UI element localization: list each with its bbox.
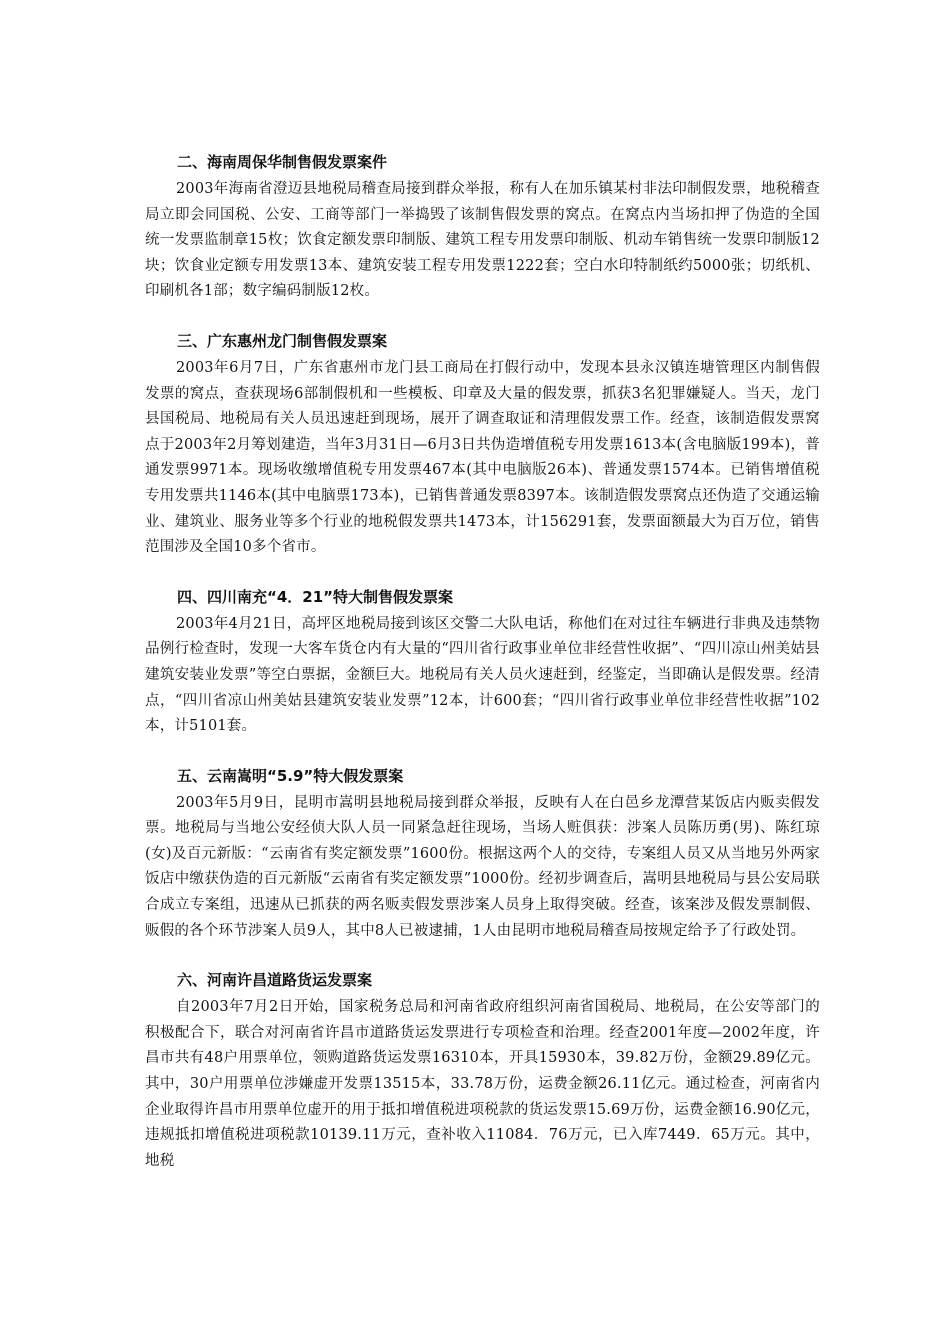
section-body: 2003年4月21日，高坪区地税局接到该区交警二大队电话，称他们在对过往车辆进行非典及违禁物品例行检查时，发现一大客车货仓内有大量的“四川省行政事业单位非经营性收据”、“四川凉山州美姑县建筑安装业发票”等空白票据，金额巨大。地税局有关人员火速赶到，经鉴定，当即确认是假发票。经清点，“四川省凉山州美姑县建筑安装业发票”12本，计600套；“四川省行政事业单位非经营性收据”102本，计5101套。 xyxy=(145,615,820,735)
case-section-yunnan xyxy=(145,764,820,945)
section-body: 自2003年7月2日开始，国家税务总局和河南省政府组织河南省国税局、地税局，在公安等部门的积极配合下，联合对河南省许昌市道路货运发票进行专项检查和治理。经查2001年度—2002年度，许昌市共有48户用票单位，领购道路货运发票16310本，开具15930本，39.82万份，金额29.89亿元。其中，30户用票单位涉嫌虚开发票13515本，33.78万份，运费金额26.11亿元。通过检查，河南省内企业取得许昌市用票单位虚开的用于抵扣增值税进项税款的货运发票15.69万份，运费金额16.90亿元，违规抵扣增值税进项税款10139.11万元，查补收入11084．76万元，已入库7449．65万元。其中，地税 xyxy=(145,999,820,1169)
case-section-guangdong xyxy=(145,329,820,561)
section-body: 2003年6月7日，广东省惠州市龙门县工商局在打假行动中，发现本县永汉镇连塘管理区内制售假发票的窝点，查获现场6部制假机和一些模板、印章及大量的假发票，抓获3名犯罪嫌疑人。当天，龙门县国税局、地税局有关人员迅速赶到现场，展开了调查取证和清理假发票工作。经查，该制造假发票窝点于2003年2月筹划建造，当年3月31日—6月3日共伪造增值税专用发票1613本(含电脑版199本)，普通发票9971本。现场收缴增值税专用发票467本(其中电脑版26本)、普通发票1574本。已销售增值税专用发票共1146本(其中电脑票173本)，已销售普通发票8397本。该制造假发票窝点还伪造了交通运输业、建筑业、服务业等多个行业的地税假发票共1473本，计156291套，发票面额最大为百万位，销售范围涉及全国10多个省市。 xyxy=(145,359,820,556)
case-section-hainan xyxy=(145,150,820,305)
section-heading: 二、海南周保华制售假发票案件 xyxy=(177,153,388,171)
section-body: 2003年海南省澄迈县地税局稽查局接到群众举报，称有人在加乐镇某村非法印制假发票，地税稽查局立即会同国税、公安、工商等部门一举捣毁了该制售假发票的窝点。在窝点内当场扣押了伪造的全国统一发票监制章15枚；饮食定额发票印制版、建筑工程专用发票印制版、机动车销售统一发票印制版12块；饮食业定额专用发票13本、建筑安装工程专用发票1222套；空白水印特制纸约5000张；切纸机、印刷机各1部；数字编码制版12枚。 xyxy=(145,181,820,300)
section-heading: 六、河南许昌道路货运发票案 xyxy=(177,971,373,990)
case-section-henan xyxy=(145,968,820,1174)
section-heading: 五、云南嵩明“5.9”特大假发票案 xyxy=(177,766,404,785)
section-body: 2003年5月9日，昆明市嵩明县地税局接到群众举报，反映有人在白邑乡龙潭营某饭店内贩卖假发票。地税局与当地公安经侦大队人员一同紧急赶往现场，当场人赃俱获：涉案人员陈历勇(男)、陈红琼(女)及百元新版：“云南省有奖定额发票”1600份。根据这两个人的交待，专案组人员又从当地另外两家饭店中缴获伪造的百元新版“云南省有奖定额发票”1000份。经初步调查后，嵩明县地税局与县公安局联合成立专案组，迅速从已抓获的两名贩卖假发票涉案人员身上取得突破。经查，该案涉及假发票制假、贩假的各个环节涉案人员9人，其中8人已被逮捕，1人由昆明市地税局稽查局按规定给予了行政处罚。 xyxy=(145,794,820,939)
section-heading: 三、广东惠州龙门制售假发票案 xyxy=(177,331,388,350)
section-heading: 四、四川南充“4．21”特大制售假发票案 xyxy=(177,587,454,606)
case-section-sichuan xyxy=(145,585,820,740)
